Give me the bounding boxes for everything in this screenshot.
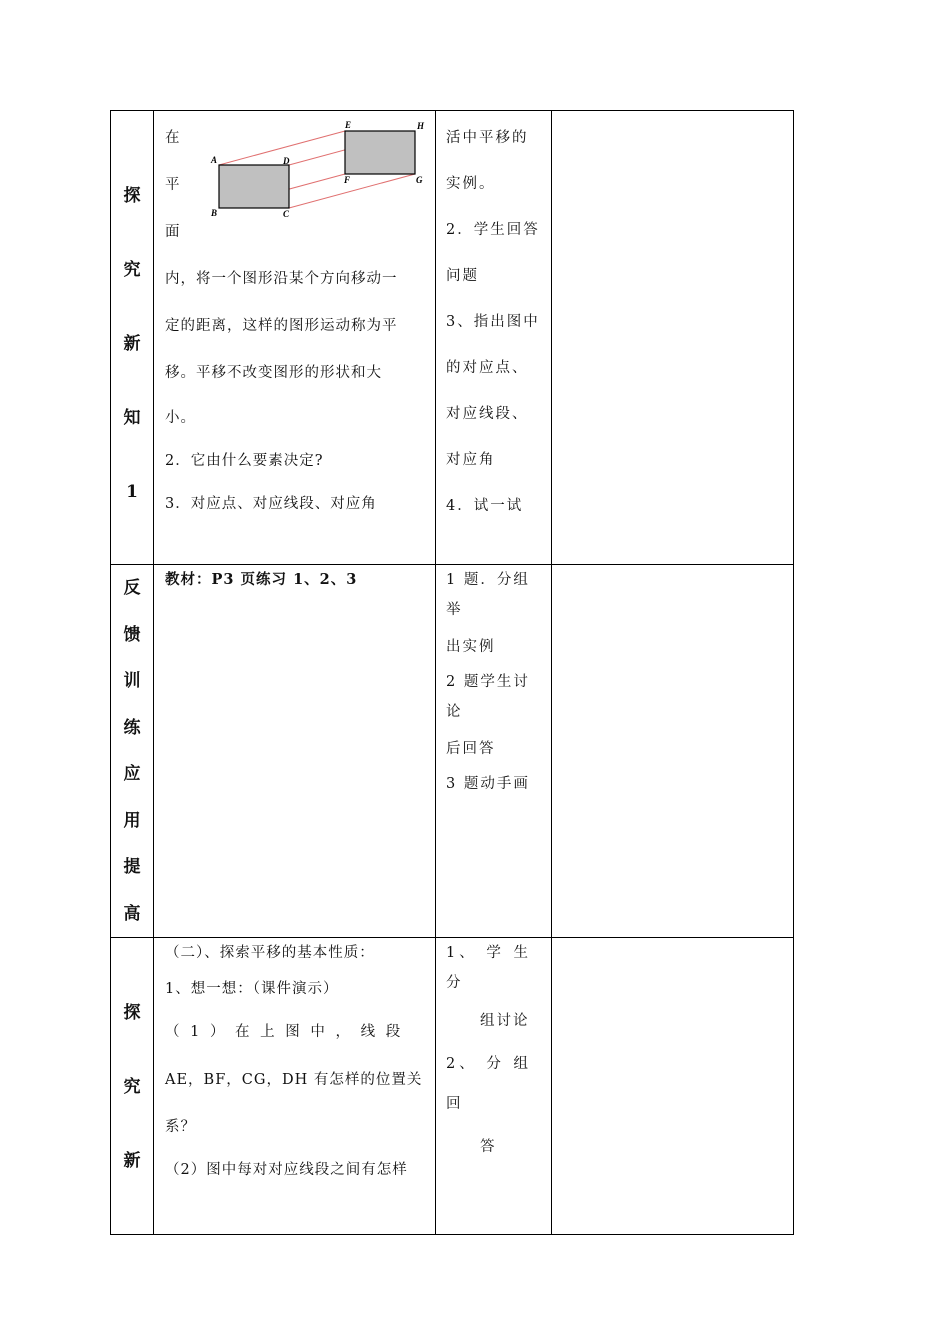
point-label-c: C: [283, 209, 291, 219]
notes-cell: [552, 111, 794, 565]
section-char: 究: [123, 1077, 141, 1097]
activity-line: 答: [480, 1139, 497, 1155]
activity-cell: [436, 938, 552, 1235]
section-char: 提: [123, 857, 141, 877]
activity-line: 对应线段、: [446, 406, 529, 422]
section-char: 新: [123, 334, 141, 354]
content-line: （二）、探索平移的基本性质：: [165, 945, 375, 961]
section-char: 用: [123, 810, 141, 831]
section-char: 新: [123, 1151, 141, 1171]
content-line: （2）图中每对对应线段之间有怎样: [165, 1162, 408, 1178]
connector-line-cg: [289, 174, 415, 208]
activity-line: 组讨论: [480, 1013, 530, 1029]
notes-cell: [552, 565, 794, 938]
activity-line: 2．学生回答: [446, 222, 540, 238]
content-cell: [154, 938, 436, 1235]
translation-diagram: [205, 119, 429, 219]
section-char: 练: [123, 717, 141, 738]
activity-line: 2、 分 组 回: [446, 1056, 532, 1112]
section-char: 高: [123, 903, 141, 924]
content-line: 3．对应点、对应线段、对应角: [165, 496, 377, 512]
content-line: 定的距离，这样的图形运动称为平: [165, 318, 398, 334]
side-char: 平: [165, 177, 181, 193]
section-char: 探: [123, 186, 141, 206]
activity-line: 4．试一试: [446, 498, 524, 514]
section-label-cell: [111, 111, 154, 565]
section-label-cell: [111, 938, 154, 1235]
activity-cell: [436, 111, 552, 565]
connector-line-ae: [219, 131, 345, 165]
section-char: 应: [123, 764, 141, 784]
activity-line: 后回答: [446, 741, 496, 757]
point-label-b: B: [211, 208, 219, 218]
activity-line: 对应角: [446, 452, 496, 468]
point-label-a: A: [211, 155, 219, 165]
point-label-e: E: [345, 120, 353, 130]
table-row: [111, 938, 794, 1235]
translated-rectangle: [345, 131, 415, 174]
content-line: 系？: [165, 1119, 196, 1135]
activity-line: 1 题．分组举: [446, 572, 530, 618]
content-line: AE，BF，CG，DH 有怎样的位置关: [165, 1072, 423, 1088]
activity-line: 活中平移的: [446, 130, 529, 146]
section-char: 反: [123, 578, 141, 598]
content-line: （ 1 ） 在 上 图 中 ， 线 段: [165, 1024, 404, 1040]
content-line: 移。平移不改变图形的形状和大: [165, 365, 382, 381]
activity-line: 2 题学生讨论: [446, 674, 530, 720]
section-char: 训: [123, 671, 141, 691]
original-rectangle: [219, 165, 289, 208]
activity-line: 实例。: [446, 176, 496, 192]
content-line: 2．它由什么要素决定?: [165, 453, 324, 469]
content-line: 小。: [165, 410, 196, 426]
point-label-h: H: [417, 121, 426, 131]
activity-line: 出实例: [446, 639, 496, 655]
table-row: [111, 565, 794, 938]
activity-cell: [436, 565, 552, 938]
content-cell: [154, 111, 436, 565]
activity-line: 1、 学 生 分: [446, 945, 532, 991]
activity-line: 3、指出图中: [446, 314, 540, 330]
table-row: [111, 111, 794, 565]
section-char: 究: [123, 260, 141, 280]
activity-line: 的对应点、: [446, 360, 529, 376]
point-label-g: G: [416, 175, 424, 185]
activity-line: 问题: [446, 268, 479, 284]
notes-cell: [552, 938, 794, 1235]
section-char: 探: [123, 1003, 141, 1023]
content-cell: [154, 565, 436, 938]
section-char: 知: [123, 408, 141, 428]
content-line: 内，将一个图形沿某个方向移动一: [165, 271, 398, 287]
section-char: 1: [126, 482, 138, 502]
content-line: 1、想一想：（课件演示）: [165, 981, 339, 997]
side-char: 在: [165, 130, 181, 146]
lesson-plan-table: [110, 110, 793, 1231]
activity-line: 3 题动手画: [446, 776, 530, 792]
section-char: 馈: [123, 624, 141, 645]
textbook-exercise-line: 教材：P3 页练习 1、2、3: [165, 571, 358, 588]
translation-figure-block: [165, 115, 426, 256]
side-char: 面: [165, 224, 181, 240]
section-label-cell: [111, 565, 154, 938]
point-label-f: F: [344, 175, 352, 185]
point-label-d: D: [283, 156, 291, 166]
